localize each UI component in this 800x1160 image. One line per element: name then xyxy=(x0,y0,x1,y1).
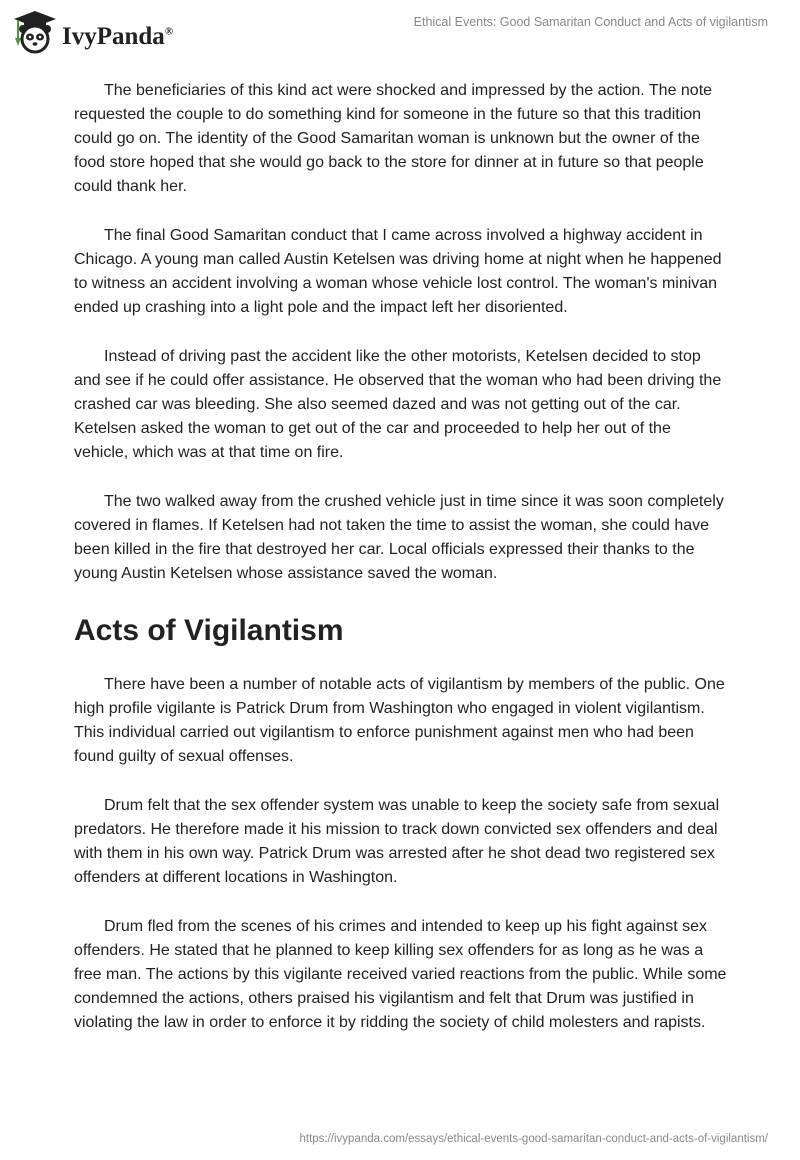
brand-text: IvyPanda xyxy=(62,23,165,50)
source-url[interactable]: https://ivypanda.com/essays/ethical-events-good-samaritan-conduct-and-acts-of-vigilantism/ xyxy=(299,1133,768,1145)
paragraph: Drum felt that the sex offender system was unable to keep the society safe from sexual predators. He therefore made it his mission to track down convicted sex offenders and deal with them in his own way. Patrick Drum was arrested after he shot dead two registered sex offenders at different locations in Washington. xyxy=(74,797,720,886)
registered-mark: ® xyxy=(164,25,174,38)
ivypanda-logo[interactable] xyxy=(12,8,173,54)
paragraph: The final Good Samaritan conduct that I came across involved a highway accident in Chicago. A young man called Austin Ketelsen was driving home at night when he happened to witness an accident involving a woman whose vehicle lost control. The woman's minivan ended up crashing into a light pole and the impact left her disoriented. xyxy=(74,227,722,316)
document-title: Ethical Events: Good Samaritan Conduct and Acts of vigilantism xyxy=(413,15,768,29)
paragraph: The beneficiaries of this kind act were shocked and impressed by the action. The note requested the couple to do something kind for someone in the future so that this tradition could go on. The identity of the Good Samaritan woman is unknown but the owner of the food store hoped that she would go back to the store for dinner at in future so that people could thank her. xyxy=(74,82,713,195)
section-heading: Acts of Vigilantism xyxy=(74,614,344,647)
paragraph: The two walked away from the crushed vehicle just in time since it was soon completely covered in flames. If Ketelsen had not taken the time to assist the woman, she could have been killed in the fire that destroyed her car. Local officials expressed their thanks to the young Austin Ketelsen whose assistance saved the woman. xyxy=(74,493,724,582)
paragraph: Drum fled from the scenes of his crimes and intended to keep up his fight against sex offenders. He stated that he planned to keep killing sex offenders for as long as he was a free man. The actions by this vigilante received varied reactions from the public. While some condemned the actions, others praised his vigilantism and felt that Drum was justified in violating the law in order to enforce it by ridding the society of child molesters and rapists. xyxy=(74,918,727,1031)
essay-content xyxy=(74,79,728,1060)
panda-graduate-icon xyxy=(12,8,58,54)
paragraph: Instead of driving past the accident like the other motorists, Ketelsen decided to stop and see if he could offer assistance. He observed that the woman who had been driving the crashed car was bleeding. She also seemed dazed and was not getting out of the car. Ketelsen asked the woman to get out of the car and proceeded to help her out of the vehicle, which was at that time on fire. xyxy=(74,348,722,461)
paragraph: There have been a number of notable acts of vigilantism by members of the public. One high profile vigilante is Patrick Drum from Washington who engaged in violent vigilantism. This individual carried out vigilantism to enforce punishment against men who had been found guilty of sexual offenses. xyxy=(74,676,725,765)
brand-name xyxy=(62,23,173,51)
